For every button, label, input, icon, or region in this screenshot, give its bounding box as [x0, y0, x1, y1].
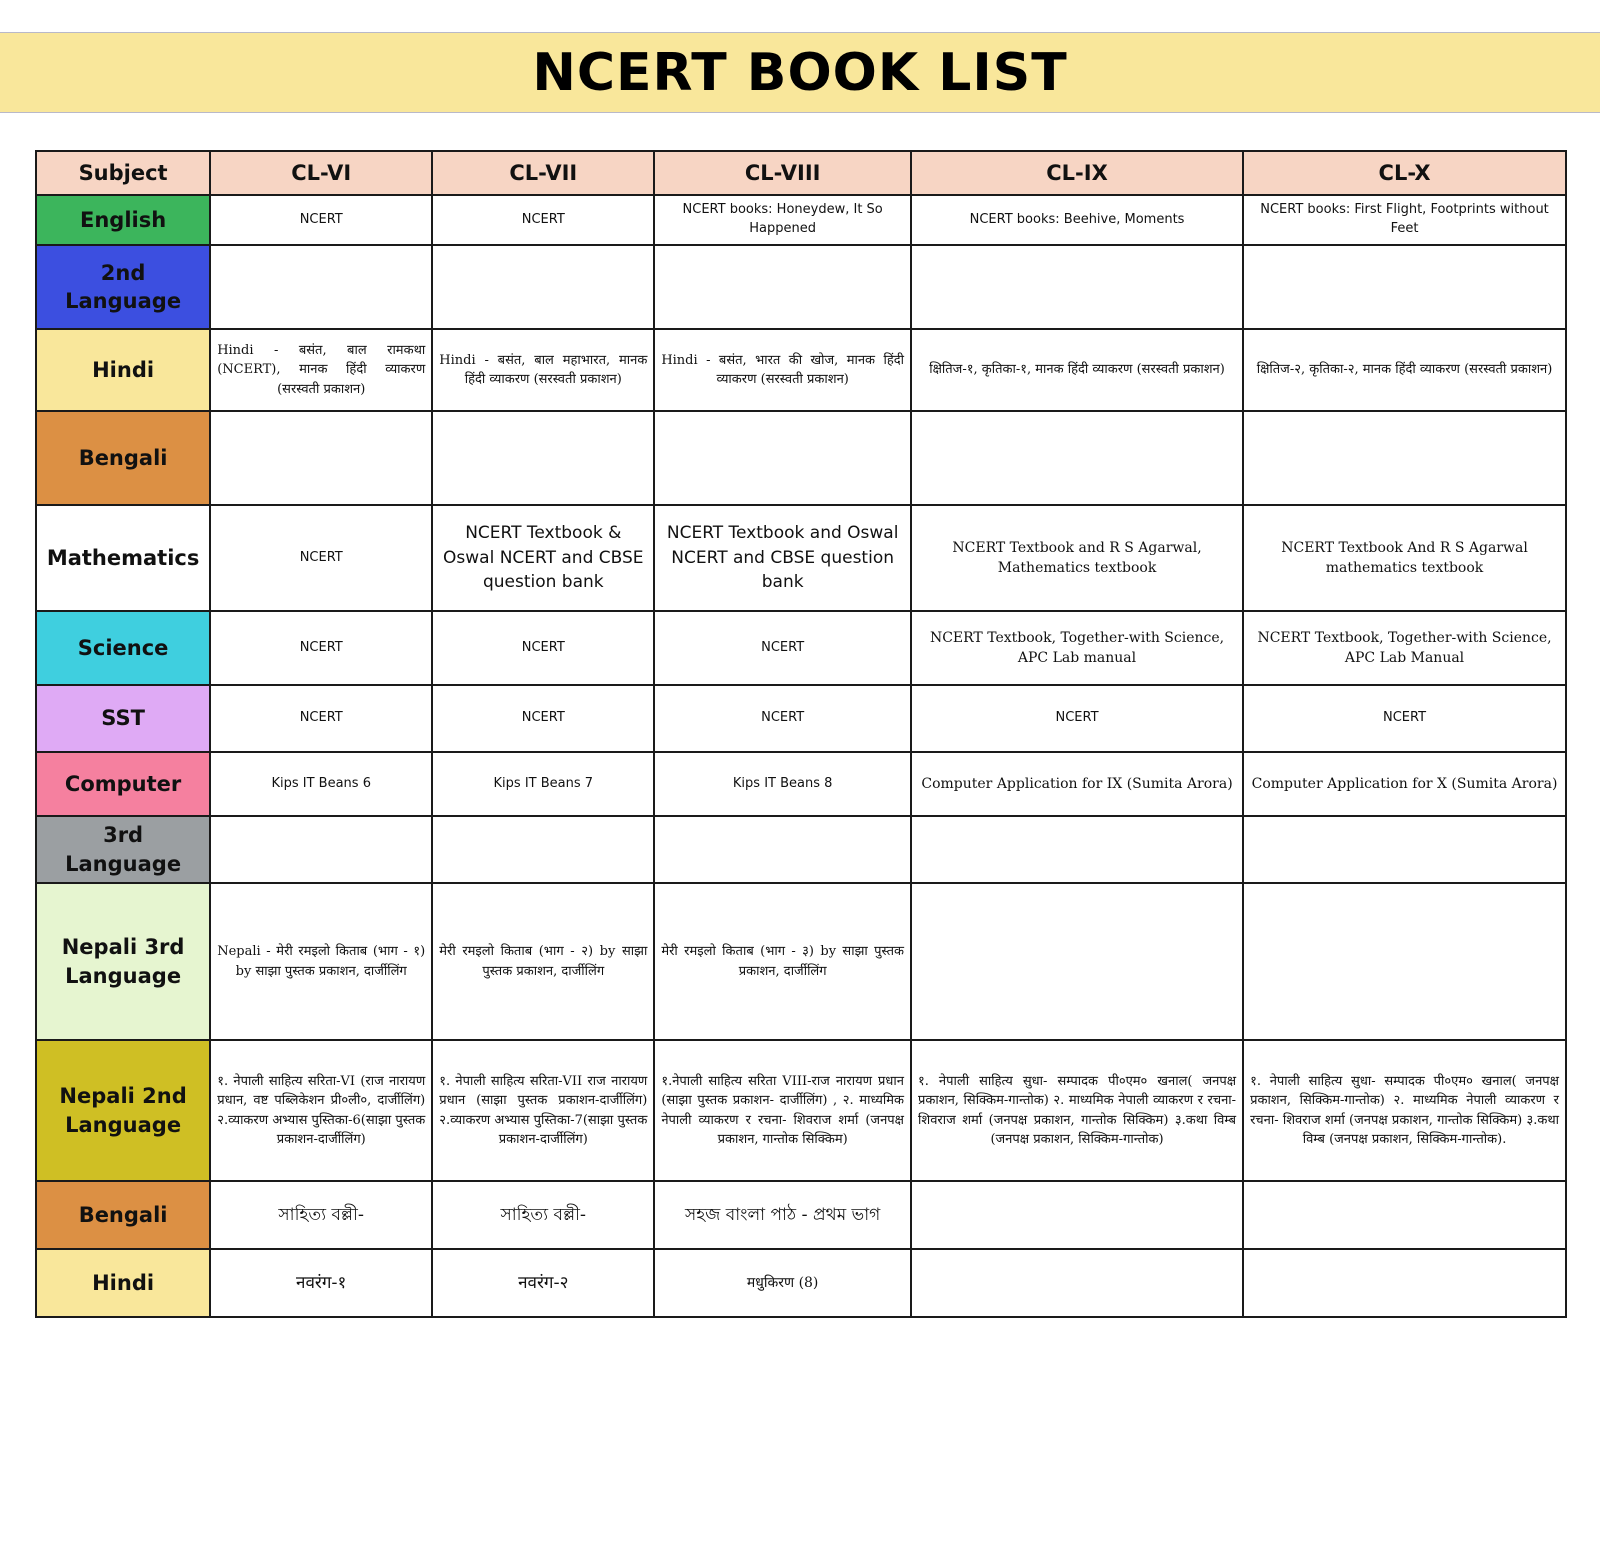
table-row — [36, 1040, 1566, 1181]
table-row — [36, 329, 1566, 411]
table-row — [36, 1249, 1566, 1317]
book-cell: Kips IT Beans 6 — [210, 752, 432, 816]
subject-cell: SST — [36, 685, 210, 752]
book-cell — [432, 411, 654, 505]
book-cell: १. नेपाली साहित्य सुधा- सम्पादक पी०एम० खनाल( जनपक्ष प्रकाशन, सिक्किम-गान्तोक) २. माध्यमिक नेपाली व्याकरण र रचना- शिवराज शर्मा (जनपक्ष प्रकाशन, गान्तोक सिक्किम) ३.कथा विम्ब (जनपक्ष प्रकाशन, सिक्किम-गान्तोक). — [1243, 1040, 1566, 1181]
book-cell — [911, 245, 1243, 329]
book-cell — [911, 1181, 1243, 1249]
book-cell — [1243, 1181, 1566, 1249]
book-cell: NCERT books: First Flight, Footprints without Feet — [1243, 195, 1566, 245]
book-cell: NCERT Textbook & Oswal NCERT and CBSE question bank — [432, 505, 654, 611]
book-cell: সহজ বাংলা পাঠ - প্রথম ভাগ — [654, 1181, 911, 1249]
table-row — [36, 611, 1566, 685]
subject-cell: Bengali — [36, 411, 210, 505]
table-row — [36, 195, 1566, 245]
book-cell: NCERT — [210, 195, 432, 245]
book-cell: NCERT Textbook And R S Agarwal mathematics textbook — [1243, 505, 1566, 611]
table-row — [36, 752, 1566, 816]
book-cell: NCERT Textbook, Together-with Science, APC Lab manual — [911, 611, 1243, 685]
book-cell: १. नेपाली साहित्य सरिता-VII राज नारायण प्रधान (साझा पुस्तक प्रकाशन-दार्जीलिंग) २.व्याकरण अभ्यास पुस्तिका-7(साझा पुस्तक प्रकाशन-दार्जीलिंग) — [432, 1040, 654, 1181]
book-cell: मेरी रमइलो किताब (भाग - २) by साझा पुस्तक प्रकाशन, दार्जीलिंग — [432, 883, 654, 1040]
book-cell: NCERT — [654, 685, 911, 752]
book-cell: NCERT books: Honeydew, It So Happened — [654, 195, 911, 245]
subject-cell: Science — [36, 611, 210, 685]
book-cell — [1243, 816, 1566, 883]
subject-cell: Hindi — [36, 329, 210, 411]
subject-cell: 2nd Language — [36, 245, 210, 329]
subject-cell: Hindi — [36, 1249, 210, 1317]
table-row — [36, 685, 1566, 752]
book-cell — [210, 411, 432, 505]
table-row — [36, 245, 1566, 329]
book-cell: NCERT — [654, 611, 911, 685]
book-cell — [654, 816, 911, 883]
book-cell: Hindi - बसंत, बाल रामकथा (NCERT), मानक हिंदी व्याकरण (सरस्वती प्रकाशन) — [210, 329, 432, 411]
book-cell — [210, 245, 432, 329]
book-cell: NCERT — [210, 505, 432, 611]
subject-cell: Bengali — [36, 1181, 210, 1249]
book-cell — [911, 411, 1243, 505]
book-cell — [654, 245, 911, 329]
book-cell: সাহিত্য বল্লী- — [432, 1181, 654, 1249]
book-cell: नवरंग-२ — [432, 1249, 654, 1317]
book-cell: NCERT — [1243, 685, 1566, 752]
header-subject: Subject — [36, 151, 210, 195]
book-cell — [1243, 883, 1566, 1040]
table-row — [36, 883, 1566, 1040]
book-cell: मेरी रमइलो किताब (भाग - ३) by साझा पुस्तक प्रकाशन, दार्जीलिंग — [654, 883, 911, 1040]
book-cell: Computer Application for IX (Sumita Arora) — [911, 752, 1243, 816]
subject-cell: Nepali 3rd Language — [36, 883, 210, 1040]
book-cell: NCERT — [432, 685, 654, 752]
book-cell — [654, 411, 911, 505]
book-cell: NCERT — [210, 611, 432, 685]
book-cell: NCERT Textbook, Together-with Science, APC Lab Manual — [1243, 611, 1566, 685]
book-cell — [210, 816, 432, 883]
header-cl-x: CL-X — [1243, 151, 1566, 195]
table-row — [36, 816, 1566, 883]
book-cell: NCERT — [432, 195, 654, 245]
book-cell: Kips IT Beans 8 — [654, 752, 911, 816]
title-banner — [0, 32, 1600, 113]
book-cell: NCERT Textbook and Oswal NCERT and CBSE question bank — [654, 505, 911, 611]
book-cell — [911, 883, 1243, 1040]
book-cell: NCERT books: Beehive, Moments — [911, 195, 1243, 245]
subject-cell: 3rd Language — [36, 816, 210, 883]
book-cell — [911, 1249, 1243, 1317]
header-cl-ix: CL-IX — [911, 151, 1243, 195]
book-cell: সাহিত্য বল্লী- — [210, 1181, 432, 1249]
book-cell — [1243, 411, 1566, 505]
page-title: NCERT BOOK LIST — [532, 42, 1068, 103]
book-list-table — [35, 150, 1567, 1318]
table-row — [36, 505, 1566, 611]
header-cl-viii: CL-VIII — [654, 151, 911, 195]
book-cell: १.नेपाली साहित्य सरिता VIII-राज नारायण प्रधान (साझा पुस्तक प्रकाशन- दार्जीलिंग) , २. माध्यमिक नेपाली व्याकरण र रचना- शिवराज शर्मा (जनपक्ष प्रकाशन, गान्तोक सिक्किम) — [654, 1040, 911, 1181]
book-cell: Kips IT Beans 7 — [432, 752, 654, 816]
subject-cell: English — [36, 195, 210, 245]
book-cell: NCERT — [432, 611, 654, 685]
book-cell: NCERT Textbook and R S Agarwal, Mathematics textbook — [911, 505, 1243, 611]
table-row — [36, 411, 1566, 505]
header-cl-vii: CL-VII — [432, 151, 654, 195]
book-cell: NCERT — [911, 685, 1243, 752]
book-cell — [911, 816, 1243, 883]
table-row — [36, 1181, 1566, 1249]
book-cell — [432, 245, 654, 329]
book-cell — [432, 816, 654, 883]
book-cell: Nepali - मेरी रमइलो किताब (भाग - १) by साझा पुस्तक प्रकाशन, दार्जीलिंग — [210, 883, 432, 1040]
book-cell: Hindi - बसंत, बाल महाभारत, मानक हिंदी व्याकरण (सरस्वती प्रकाशन) — [432, 329, 654, 411]
book-cell: NCERT — [210, 685, 432, 752]
book-cell: क्षितिज-२, कृतिका-२, मानक हिंदी व्याकरण (सरस्वती प्रकाशन) — [1243, 329, 1566, 411]
book-cell: Hindi - बसंत, भारत की खोज, मानक हिंदी व्याकरण (सरस्वती प्रकाशन) — [654, 329, 911, 411]
subject-cell: Computer — [36, 752, 210, 816]
header-cl-vi: CL-VI — [210, 151, 432, 195]
book-cell: नवरंग-१ — [210, 1249, 432, 1317]
book-cell — [1243, 245, 1566, 329]
book-cell — [1243, 1249, 1566, 1317]
subject-cell: Nepali 2nd Language — [36, 1040, 210, 1181]
book-cell: मधुकिरण (8) — [654, 1249, 911, 1317]
book-cell: १. नेपाली साहित्य सुधा- सम्पादक पी०एम० खनाल( जनपक्ष प्रकाशन, सिक्किम-गान्तोक) २. माध्यमिक नेपाली व्याकरण र रचना- शिवराज शर्मा (जनपक्ष प्रकाशन, गान्तोक सिक्किम) ३.कथा विम्ब (जनपक्ष प्रकाशन, सिक्किम-गान्तोक) — [911, 1040, 1243, 1181]
book-cell: Computer Application for X (Sumita Arora) — [1243, 752, 1566, 816]
book-cell: १. नेपाली साहित्य सरिता-VI (राज नारायण प्रधान, वष्ट पब्लिकेशन प्री०ली०, दार्जीलिंग) २.व्याकरण अभ्यास पुस्तिका-6(साझा पुस्तक प्रकाशन-दार्जीलिंग) — [210, 1040, 432, 1181]
header-row — [36, 151, 1566, 195]
book-cell: क्षितिज-१, कृतिका-१, मानक हिंदी व्याकरण (सरस्वती प्रकाशन) — [911, 329, 1243, 411]
subject-cell: Mathematics — [36, 505, 210, 611]
